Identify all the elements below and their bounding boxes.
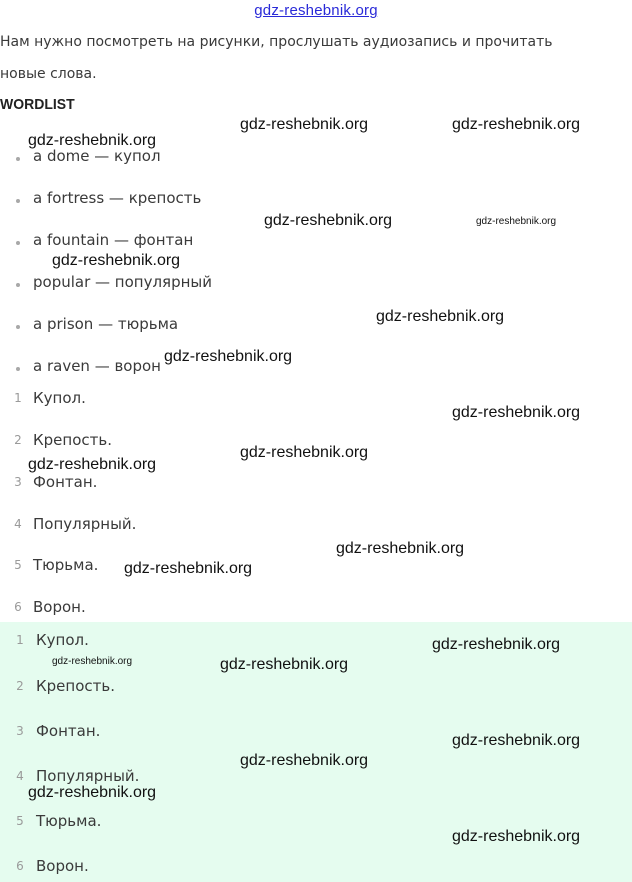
list-number: 6	[16, 859, 24, 873]
wordlist-item: a fortress — крепость	[33, 189, 202, 207]
watermark: gdz-reshebnik.org	[432, 636, 561, 653]
watermark: gdz-reshebnik.org	[28, 132, 157, 149]
answer-item: Купол.	[36, 631, 89, 649]
answer-item: Тюрьма.	[36, 812, 102, 830]
watermark: gdz-reshebnik.org	[452, 404, 581, 421]
answer-item: Крепость.	[33, 431, 112, 449]
watermark: gdz-reshebnik.org	[264, 212, 393, 229]
answer-item: Популярный.	[36, 767, 140, 785]
answer-item: Купол.	[33, 389, 86, 407]
list-number: 2	[14, 433, 22, 447]
bullet-icon	[16, 367, 20, 371]
watermark: gdz-reshebnik.org	[452, 116, 581, 133]
watermark: gdz-reshebnik.org	[476, 216, 557, 227]
wordlist-item: a fountain — фонтан	[33, 231, 194, 249]
list-number: 4	[14, 517, 22, 531]
list-number: 6	[14, 600, 22, 614]
list-number: 1	[16, 633, 24, 647]
answer-item: Популярный.	[33, 515, 137, 533]
watermark: gdz-reshebnik.org	[28, 784, 157, 801]
site-watermark-link[interactable]: gdz-reshebnik.org	[254, 2, 378, 19]
watermark: gdz-reshebnik.org	[240, 116, 369, 133]
list-number: 3	[14, 475, 22, 489]
list-number: 4	[16, 769, 24, 783]
answer-item: Тюрьма.	[33, 556, 99, 574]
answer-item: Ворон.	[33, 598, 86, 616]
watermark: gdz-reshebnik.org	[28, 456, 157, 473]
answer-item: Фонтан.	[33, 473, 98, 491]
watermark: gdz-reshebnik.org	[452, 732, 581, 749]
list-number: 3	[16, 724, 24, 738]
answer-item: Ворон.	[36, 857, 89, 875]
list-number: 5	[14, 558, 22, 572]
watermark: gdz-reshebnik.org	[336, 540, 465, 557]
watermark: gdz-reshebnik.org	[240, 752, 369, 769]
intro-line-1: Нам нужно посмотреть на рисунки, прослушать аудиозапись и прочитать	[0, 34, 553, 50]
bullet-icon	[16, 283, 20, 287]
wordlist-item: popular — популярный	[33, 273, 212, 291]
list-number: 1	[14, 391, 22, 405]
bullet-icon	[16, 199, 20, 203]
watermark: gdz-reshebnik.org	[52, 656, 133, 667]
list-number: 2	[16, 679, 24, 693]
wordlist-item: a raven — ворон	[33, 357, 161, 375]
wordlist-item: a dome — купол	[33, 147, 161, 165]
answer-item: Крепость.	[36, 677, 115, 695]
watermark: gdz-reshebnik.org	[220, 656, 349, 673]
intro-line-2: новые слова.	[0, 66, 97, 82]
bullet-icon	[16, 325, 20, 329]
answer-item: Фонтан.	[36, 722, 101, 740]
watermark: gdz-reshebnik.org	[124, 560, 253, 577]
bullet-icon	[16, 241, 20, 245]
watermark: gdz-reshebnik.org	[376, 308, 505, 325]
watermark: gdz-reshebnik.org	[52, 252, 181, 269]
watermark: gdz-reshebnik.org	[164, 348, 293, 365]
bullet-icon	[16, 157, 20, 161]
watermark: gdz-reshebnik.org	[240, 444, 369, 461]
list-number: 5	[16, 814, 24, 828]
wordlist-item: a prison — тюрьма	[33, 315, 179, 333]
wordlist-heading: WORDLIST	[0, 95, 75, 113]
watermark: gdz-reshebnik.org	[452, 828, 581, 845]
